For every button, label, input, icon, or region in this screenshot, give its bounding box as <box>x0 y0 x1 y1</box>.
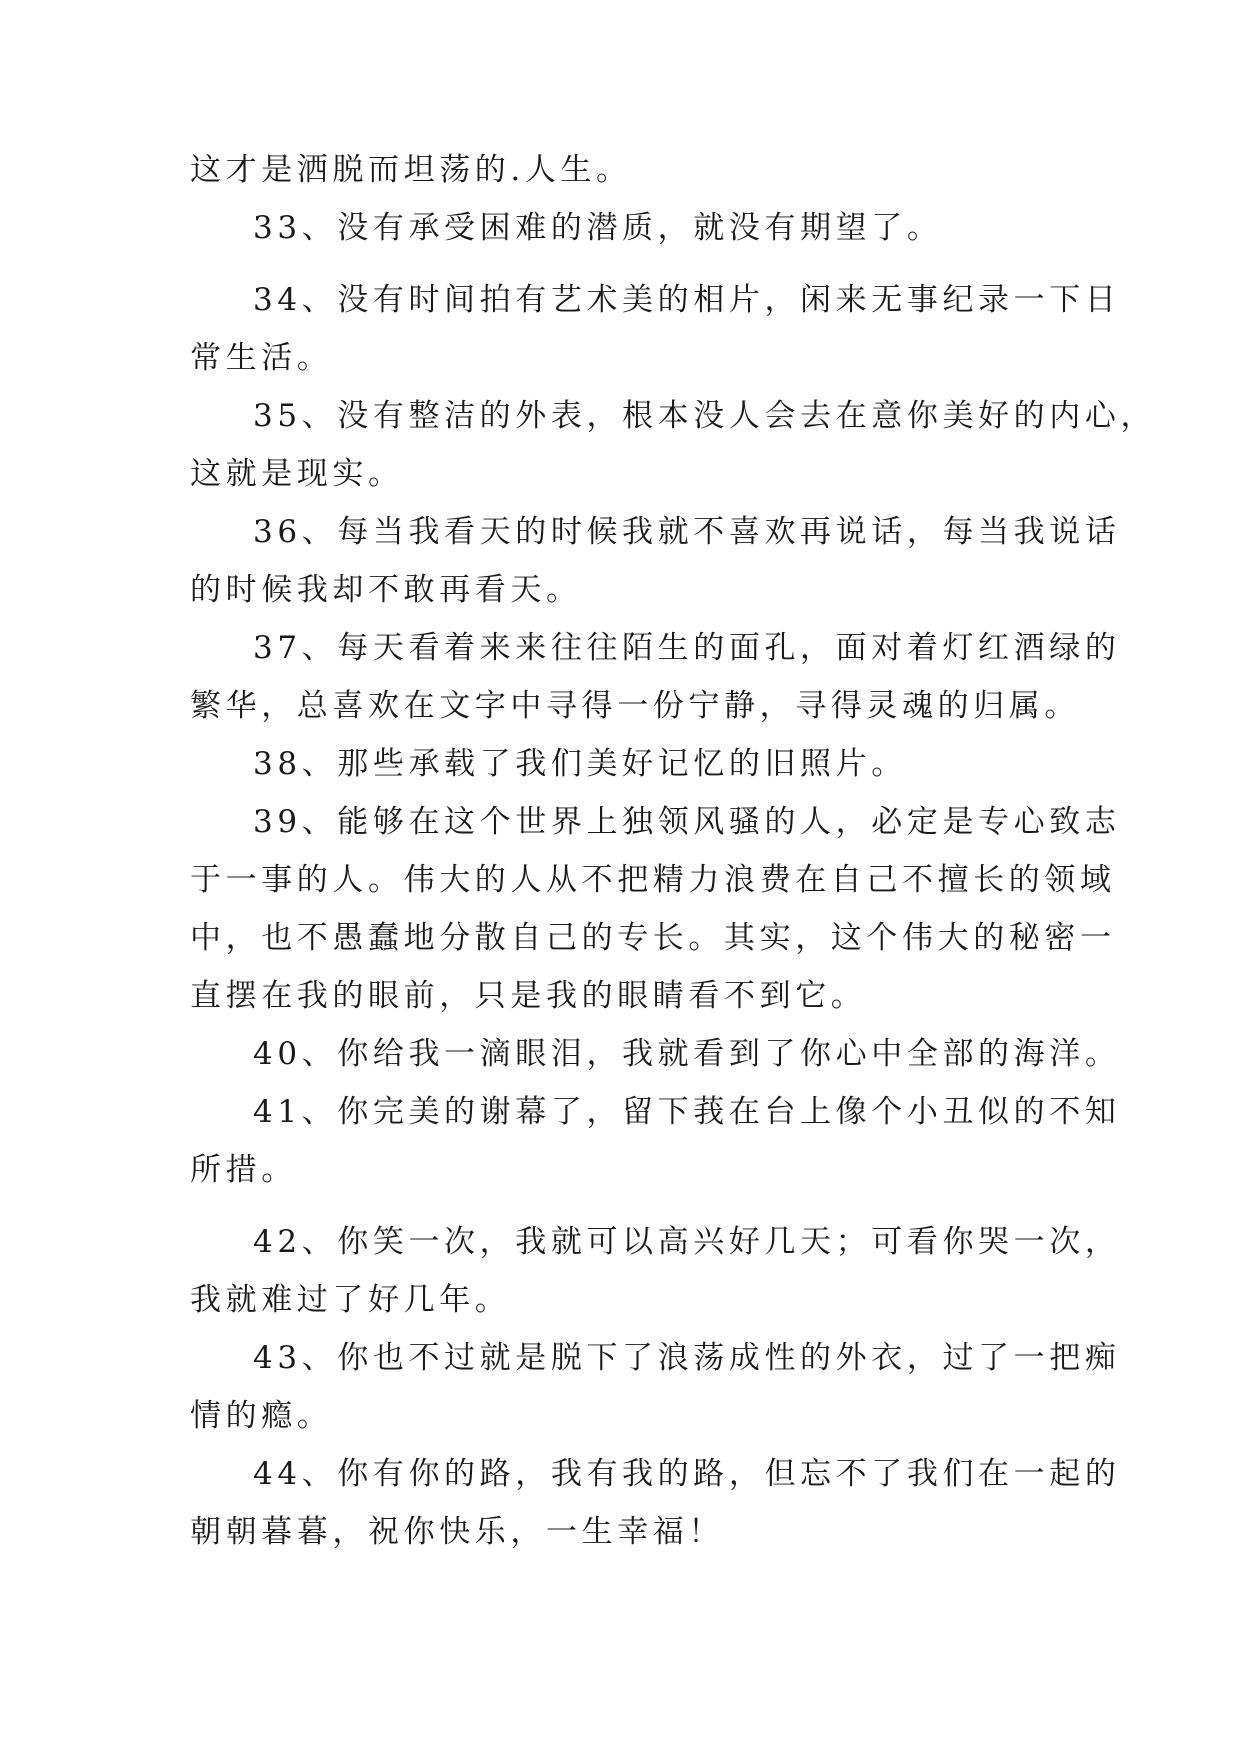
text-line: 40、你给我一滴眼泪，我就看到了你心中全部的海洋。 <box>253 1036 1121 1072</box>
text-line: 39、能够在这个世界上独领风骚的人，必定是专心致志 <box>253 804 1121 840</box>
text-line: 朝朝暮暮，祝你快乐，一生幸福！ <box>190 1514 724 1550</box>
text-line: 36、每当我看天的时候我就不喜欢再说话，每当我说话 <box>253 514 1121 550</box>
text-line: 35、没有整洁的外表，根本没人会去在意你美好的内心， <box>253 398 1157 434</box>
text-line: 44、你有你的路，我有我的路，但忘不了我们在一起的 <box>253 1456 1121 1492</box>
text-line: 38、那些承载了我们美好记忆的旧照片。 <box>253 746 907 782</box>
text-line: 我就难过了好几年。 <box>190 1282 511 1318</box>
text-line: 43、你也不过就是脱下了浪荡成性的外衣，过了一把痴 <box>253 1340 1121 1376</box>
text-line: 41、你完美的谢幕了，留下莪在台上像个小丑似的不知 <box>253 1094 1121 1130</box>
text-line: 42、你笑一次，我就可以高兴好几天；可看你哭一次， <box>253 1224 1121 1260</box>
text-line: 这就是现实。 <box>190 456 404 492</box>
text-line: 33、没有承受困难的潜质，就没有期望了。 <box>253 210 943 246</box>
text-line: 情的瘾。 <box>190 1398 333 1434</box>
text-line: 中，也不愚蠢地分散自己的专长。其实，这个伟大的秘密一 <box>190 920 1116 956</box>
text-line: 直摆在我的眼前，只是我的眼睛看不到它。 <box>190 978 867 1014</box>
text-line: 所措。 <box>190 1152 297 1188</box>
text-line: 37、每天看着来来往往陌生的面孔，面对着灯红酒绿的 <box>253 630 1121 666</box>
text-line: 的时候我却不敢再看天。 <box>190 572 582 608</box>
text-line: 34、没有时间拍有艺术美的相片，闲来无事纪录一下日 <box>253 282 1121 318</box>
text-line: 常生活。 <box>190 340 333 376</box>
text-line: 这才是洒脱而坦荡的.人生。 <box>190 152 632 188</box>
text-line: 繁华，总喜欢在文字中寻得一份宁静，寻得灵魂的归属。 <box>190 688 1080 724</box>
text-line: 于一事的人。伟大的人从不把精力浪费在自己不擅长的领域 <box>190 862 1116 898</box>
